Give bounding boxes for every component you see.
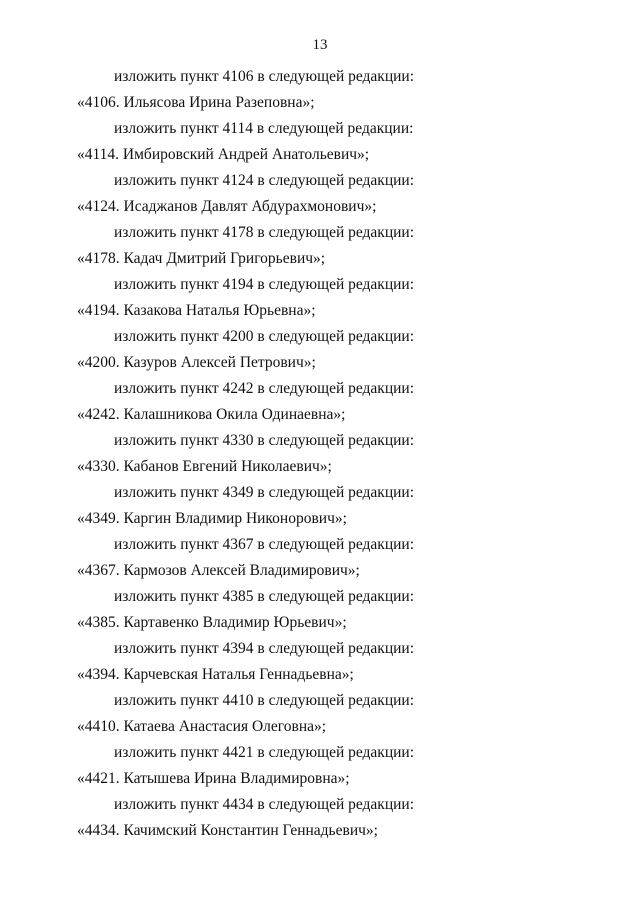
amendment-instruction: изложить пункт 4367 в следующей редакции: (114, 536, 415, 553)
amendment-entry (0, 116, 640, 168)
amendment-entry (0, 688, 640, 740)
amendment-instruction: изложить пункт 4385 в следующей редакции: (114, 588, 415, 605)
amendment-instruction: изложить пункт 4114 в следующей редакции: (114, 120, 414, 137)
amendment-instruction: изложить пункт 4124 в следующей редакции: (114, 172, 415, 189)
amendment-instruction: изложить пункт 4242 в следующей редакции: (114, 380, 415, 397)
amendment-instruction: изложить пункт 4349 в следующей редакции: (114, 484, 415, 501)
amendment-entry (0, 636, 640, 688)
amendment-entry (0, 376, 640, 428)
amendment-entry (0, 584, 640, 636)
amendment-instruction: изложить пункт 4106 в следующей редакции: (114, 68, 415, 85)
amendment-item-text: «4106. Ильясова Ирина Разеповна»; (77, 94, 315, 111)
amendment-item-text: «4124. Исаджанов Давлят Абдурахмонович»; (77, 198, 377, 215)
amendment-item-text: «4330. Кабанов Евгений Николаевич»; (77, 458, 332, 475)
amendment-entry (0, 480, 640, 532)
amendment-instruction: изложить пункт 4394 в следующей редакции: (114, 640, 415, 657)
amendment-item-text: «4421. Катышева Ирина Владимировна»; (77, 770, 350, 787)
amendment-entry (0, 532, 640, 584)
amendment-instruction: изложить пункт 4178 в следующей редакции: (114, 224, 415, 241)
amendment-item-text: «4114. Имбировский Андрей Анатольевич»; (77, 146, 370, 163)
amendment-item-text: «4367. Кармозов Алексей Владимирович»; (77, 562, 360, 579)
amendment-entry (0, 428, 640, 480)
amendment-item-text: «4194. Казакова Наталья Юрьевна»; (77, 302, 316, 319)
amendment-list (0, 64, 640, 844)
amendment-entry (0, 740, 640, 792)
amendment-item-text: «4242. Калашникова Окила Одинаевна»; (77, 406, 346, 423)
amendment-item-text: «4394. Карчевская Наталья Геннадьевна»; (77, 666, 354, 683)
amendment-entry (0, 64, 640, 116)
amendment-entry (0, 168, 640, 220)
amendment-item-text: «4200. Казуров Алексей Петрович»; (77, 354, 316, 371)
amendment-item-text: «4385. Картавенко Владимир Юрьевич»; (77, 614, 347, 631)
amendment-item-text: «4178. Кадач Дмитрий Григорьевич»; (77, 250, 326, 267)
amendment-instruction: изложить пункт 4200 в следующей редакции: (114, 328, 415, 345)
amendment-item-text: «4434. Качимский Константин Геннадьевич»; (77, 822, 378, 839)
amendment-entry (0, 324, 640, 376)
page-number: 13 (312, 37, 328, 53)
amendment-entry (0, 220, 640, 272)
amendment-instruction: изложить пункт 4330 в следующей редакции: (114, 432, 415, 449)
amendment-item-text: «4349. Каргин Владимир Никонорович»; (77, 510, 347, 527)
amendment-item-text: «4410. Катаева Анастасия Олеговна»; (77, 718, 327, 735)
amendment-instruction: изложить пункт 4194 в следующей редакции: (114, 276, 415, 293)
amendment-entry (0, 272, 640, 324)
amendment-entry (0, 792, 640, 844)
amendment-instruction: изложить пункт 4434 в следующей редакции: (114, 796, 415, 813)
amendment-instruction: изложить пункт 4421 в следующей редакции: (114, 744, 415, 761)
amendment-instruction: изложить пункт 4410 в следующей редакции: (114, 692, 415, 709)
